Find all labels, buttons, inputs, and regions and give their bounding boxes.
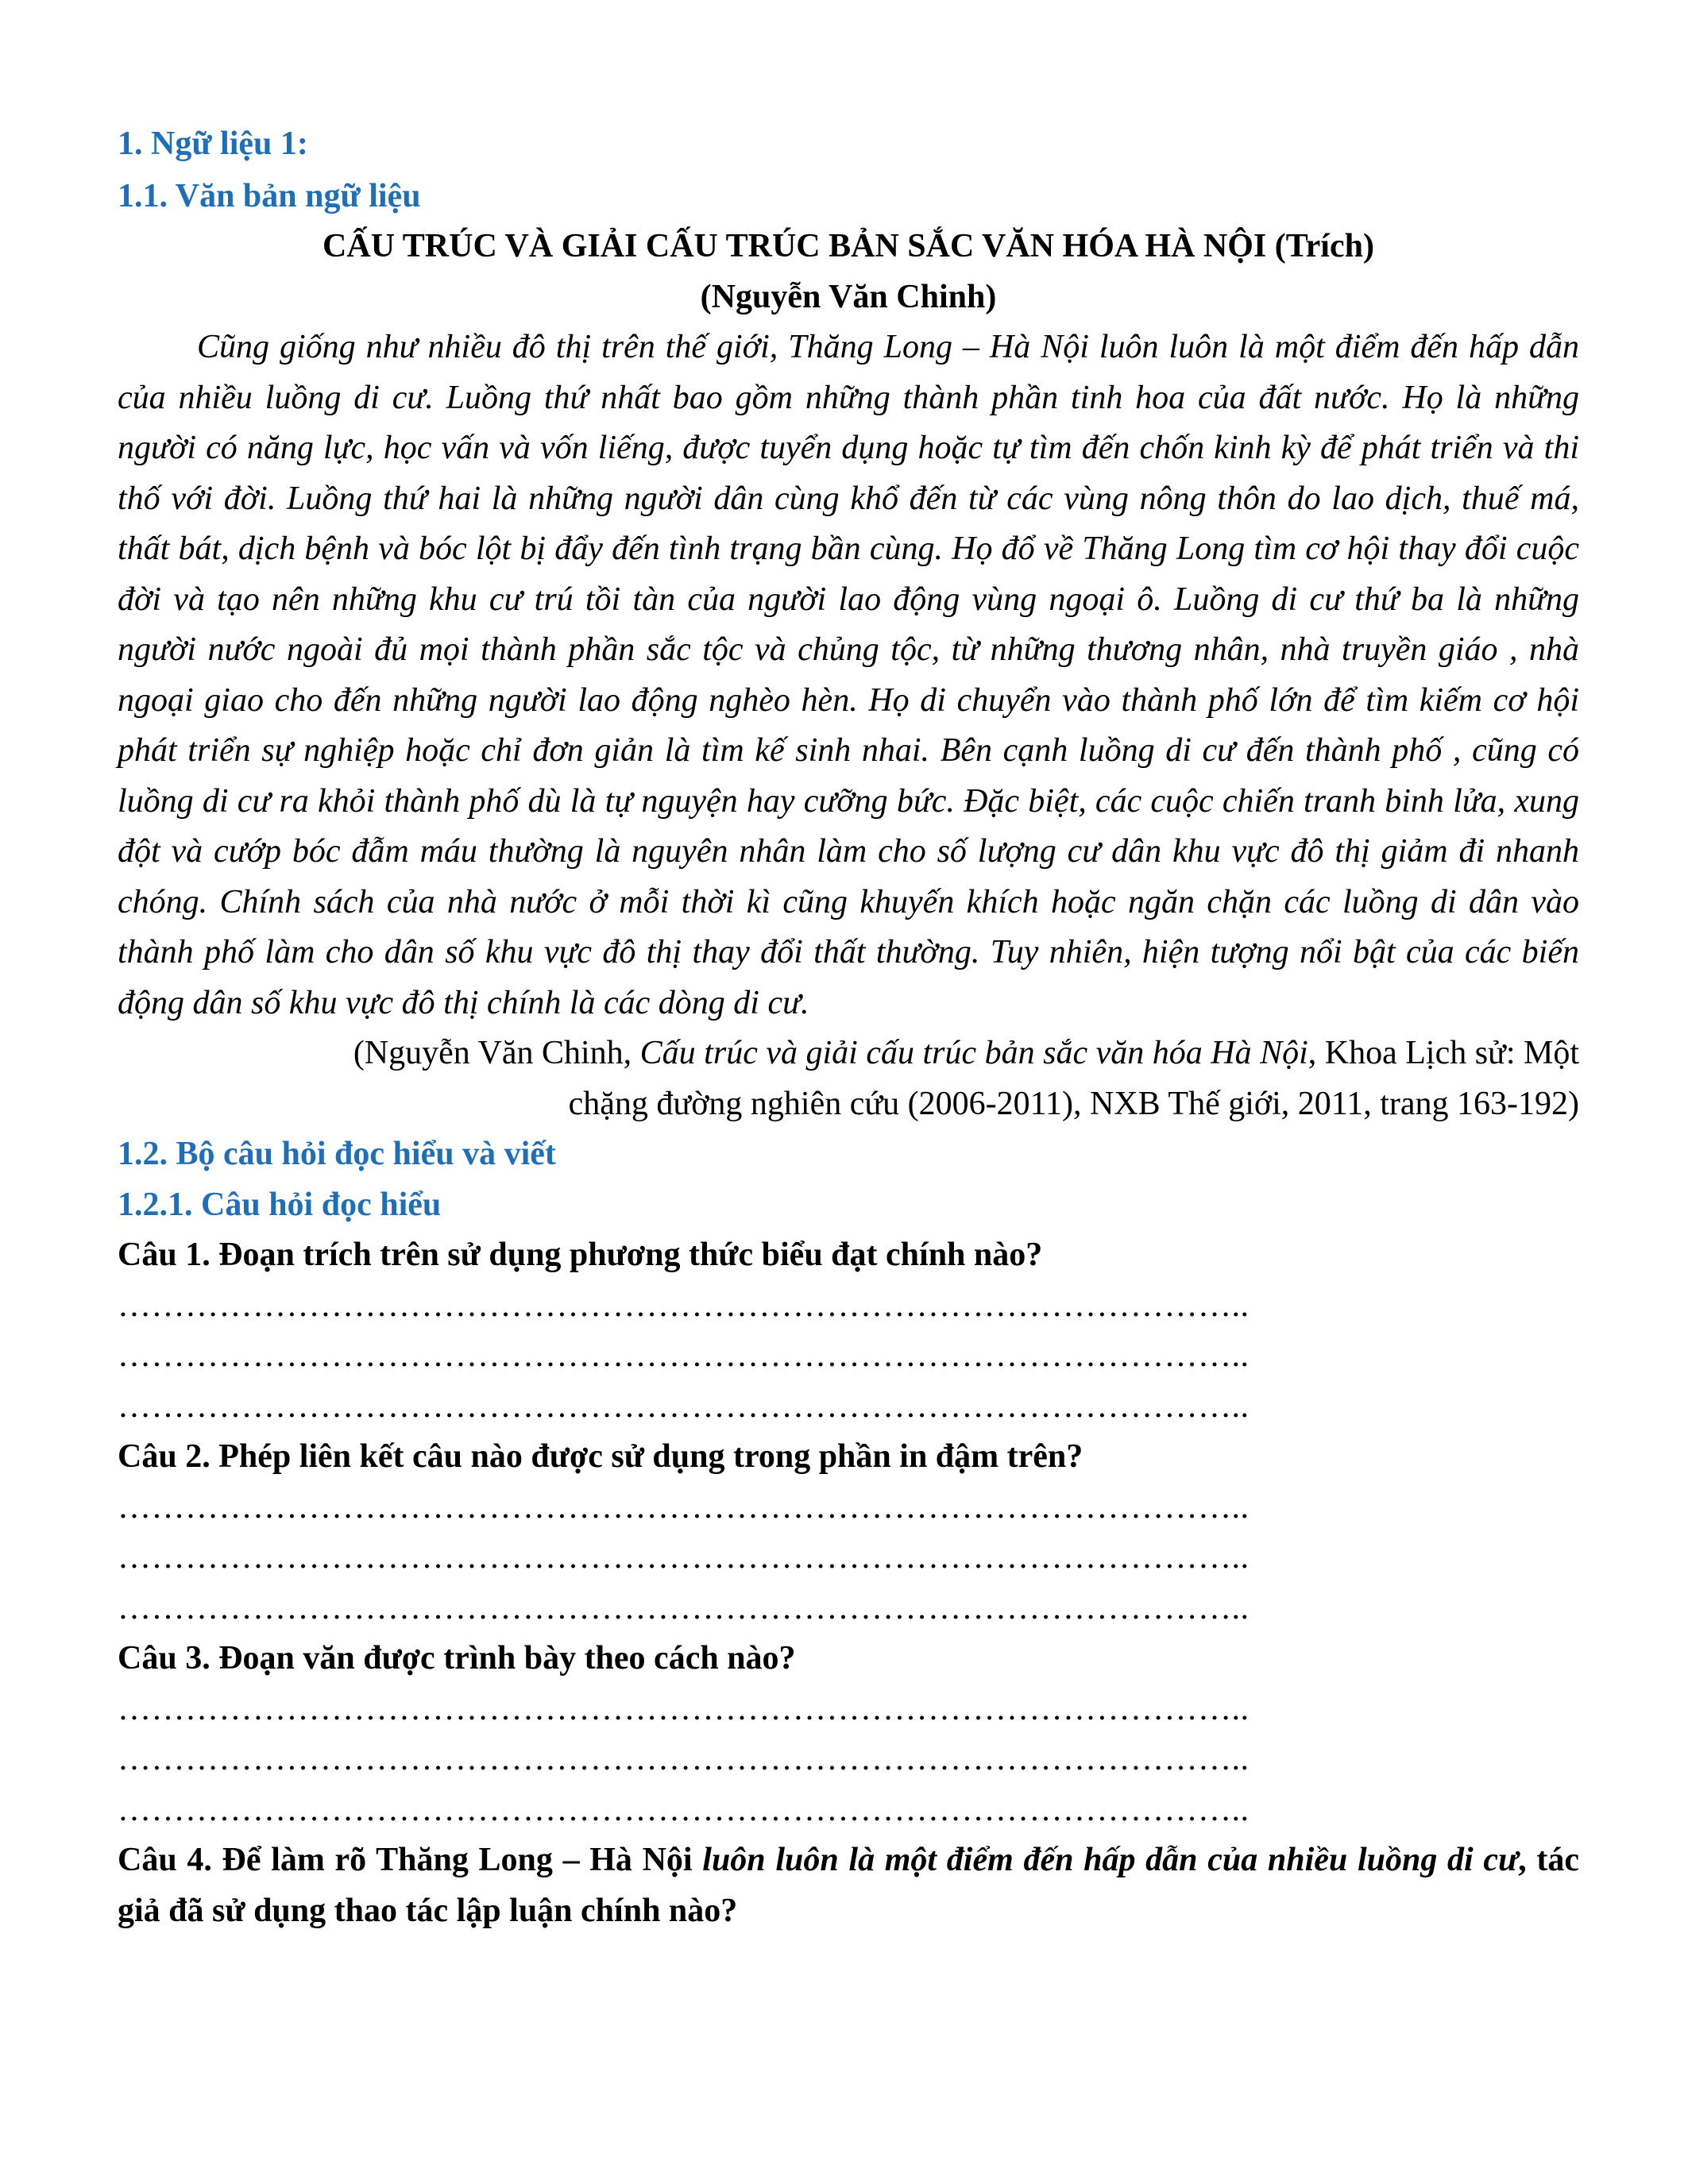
- question-2: Câu 2. Phép liên kết câu nào được sử dụng trong phần in đậm trên?: [118, 1438, 1083, 1475]
- answer-line[interactable]: ………………………………………………………………………………………..: [118, 1488, 1250, 1526]
- answer-line[interactable]: ………………………………………………………………………………………..: [118, 1387, 1250, 1425]
- citation: [118, 1028, 1579, 1129]
- question-4-part2: , tác giả đã sử dụng thao tác lập luận chính nào?: [118, 1842, 1579, 1929]
- citation-rest: , Khoa Lịch sử: Một: [1308, 1035, 1579, 1071]
- answer-line[interactable]: ………………………………………………………………………………………..: [118, 1287, 1250, 1324]
- answer-line[interactable]: ………………………………………………………………………………………..: [118, 1690, 1250, 1727]
- answer-line[interactable]: ………………………………………………………………………………………..: [118, 1791, 1250, 1828]
- answer-line[interactable]: ………………………………………………………………………………………..: [118, 1741, 1250, 1777]
- passage-paragraph: Cũng giống như nhiều đô thị trên thế giới, Thăng Long – Hà Nội luôn luôn là một điểm đến hấp dẫn của nhiều luồng di cư. Luồng thứ nhất bao gồm những thành phần tinh hoa của đất nước. Họ là những người có năng lực, học vấn và vốn liếng, được tuyển dụng hoặc tự tìm đến chốn kinh kỳ để phát triển và thi thố với đời. Luồng thứ hai là những người dân cùng khổ đến từ các vùng nông thôn do lao dịch, thuế má, thất bát, dịch bệnh và bóc lột bị đẩy đến tình trạng bần cùng. Họ đổ về Thăng Long tìm cơ hội thay đổi cuộc đời và tạo nên những khu cư trú tồi tàn của người lao động vùng ngoại ô. Luồng di cư thứ ba là những người nước ngoài đủ mọi thành phần sắc tộc và chủng tộc, từ những thương nhân, nhà truyền giáo , nhà ngoại giao cho đến những người lao động nghèo hèn. Họ di chuyển vào thành phố lớn để tìm kiếm cơ hội phát triển sự nghiệp hoặc chỉ đơn giản là tìm kế sinh nhai. Bên cạnh luồng di cư đến thành phố , cũng có luồng di cư ra khỏi thành phố dù là tự nguyện hay cưỡng bức. Đặc biệt, các cuộc chiến tranh binh lửa, xung đột và cướp bóc đẫm máu thường là nguyên nhân làm cho số lượng cư dân khu vực đô thị giảm đi nhanh chóng. Chính sách của nhà nước ở mỗi thời kì cũng khuyến khích hoặc ngăn chặn các luồng di dân vào thành phố làm cho dân số khu vực đô thị thay đổi thất thường. Tuy nhiên, hiện tượng nổi bật của các biến động dân số khu vực đô thị chính là các dòng di cư.: [118, 329, 1579, 1021]
- question-4: [118, 1835, 1579, 1936]
- question-4-part1: Câu 4. Để làm rõ Thăng Long – Hà Nội: [118, 1842, 703, 1878]
- reading-questions-heading: 1.2.1. Câu hỏi đọc hiểu: [118, 1186, 442, 1223]
- document-page: [118, 119, 1579, 1936]
- questions-heading: 1.2. Bộ câu hỏi đọc hiểu và viết: [118, 1136, 556, 1172]
- section-heading: 1. Ngữ liệu 1:: [118, 125, 308, 162]
- citation-book-title: Cấu trúc và giải cấu trúc bản sắc văn hóa Hà Nội: [639, 1035, 1308, 1071]
- citation-line2: chặng đường nghiên cứu (2006-2011), NXB Thế giới, 2011, trang 163-192): [568, 1085, 1579, 1122]
- answer-line[interactable]: ………………………………………………………………………………………..: [118, 1589, 1250, 1626]
- question-4-quote: luôn luôn là một điểm đến hấp dẫn của nhiều luồng di cư: [702, 1842, 1519, 1878]
- question-1: Câu 1. Đoạn trích trên sử dụng phương thức biểu đạt chính nào?: [118, 1237, 1043, 1273]
- answer-line[interactable]: ………………………………………………………………………………………..: [118, 1337, 1250, 1374]
- answer-line[interactable]: ………………………………………………………………………………………..: [118, 1539, 1250, 1576]
- text-title: CẤU TRÚC VÀ GIẢI CẤU TRÚC BẢN SẮC VĂN HÓA HÀ NỘI (Trích): [323, 228, 1374, 264]
- question-3: Câu 3. Đoạn văn được trình bày theo cách nào?: [118, 1640, 796, 1677]
- citation-prefix: (Nguyễn Văn Chinh,: [353, 1035, 640, 1071]
- text-author: (Nguyễn Văn Chinh): [700, 278, 997, 315]
- subsection-heading: 1.1. Văn bản ngữ liệu: [118, 177, 421, 214]
